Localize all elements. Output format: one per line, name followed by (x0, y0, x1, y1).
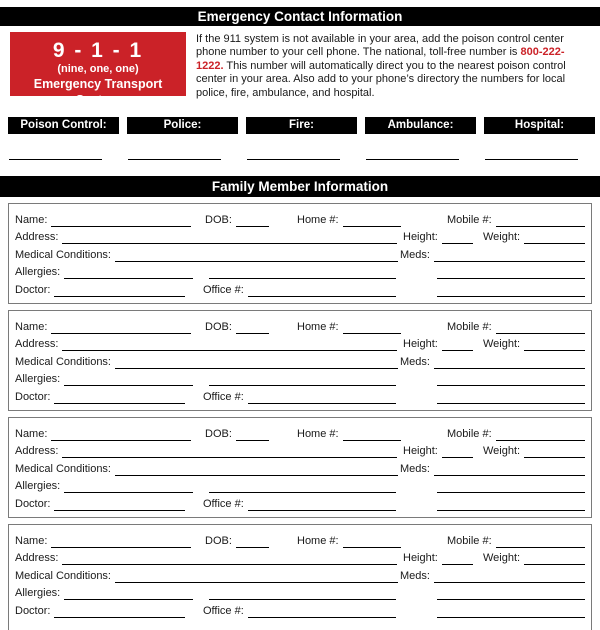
member-row-medical (15, 244, 585, 262)
member-row-address (15, 227, 585, 245)
doctor-field (15, 498, 185, 511)
member-row-medical (15, 458, 585, 476)
allergies-label: Allergies: (15, 587, 61, 600)
allergies-fill-line[interactable] (64, 266, 193, 279)
office-phone-label: Office #: (203, 498, 244, 510)
office-phone-field (203, 391, 396, 404)
address-fill-line[interactable] (62, 231, 397, 244)
height-fill-line[interactable] (442, 338, 473, 351)
home-phone-field (297, 535, 401, 548)
family-member-card-2 (8, 310, 592, 411)
office-phone-fill-line[interactable] (248, 498, 396, 511)
name-fill-line[interactable] (51, 428, 191, 441)
allergies-field (15, 587, 193, 600)
emergency-contacts-row (8, 117, 595, 160)
badge-caption: Emergency Transport System (33, 77, 163, 107)
weight-field (483, 231, 585, 244)
weight-field (483, 338, 585, 351)
home-phone-fill-line[interactable] (343, 321, 401, 334)
meds-continuation-line-2[interactable] (437, 391, 585, 404)
medical-conditions-label: Medical Conditions: (15, 569, 111, 582)
allergies-field (15, 373, 193, 386)
doctor-label: Doctor: (15, 498, 51, 510)
height-field (403, 445, 473, 458)
meds-continuation-line[interactable] (437, 266, 585, 279)
height-field (403, 231, 473, 244)
address-field (15, 445, 397, 458)
meds-label: Meds: (400, 462, 430, 475)
mobile-phone-field (447, 535, 585, 548)
weight-fill-line[interactable] (524, 338, 585, 351)
meds-field (400, 570, 585, 583)
address-label: Address: (15, 552, 59, 565)
contact-col-police (127, 117, 238, 160)
meds-fill-line[interactable] (434, 570, 585, 583)
allergies-continuation-line[interactable] (209, 373, 396, 386)
office-phone-fill-line[interactable] (248, 605, 396, 618)
meds-fill-line[interactable] (434, 463, 585, 476)
medical-conditions-label: Medical Conditions: (15, 355, 111, 368)
doctor-field (15, 391, 185, 404)
height-fill-line[interactable] (442, 552, 473, 565)
height-fill-line[interactable] (442, 445, 473, 458)
allergies-fill-line[interactable] (64, 587, 193, 600)
mobile-phone-fill-line[interactable] (496, 214, 585, 227)
home-phone-label: Home #: (297, 320, 339, 333)
medical-conditions-fill-line[interactable] (115, 356, 398, 369)
name-field (15, 321, 191, 334)
allergies-continuation-line[interactable] (209, 266, 396, 279)
member-row-address (15, 334, 585, 352)
address-fill-line[interactable] (62, 552, 397, 565)
weight-fill-line[interactable] (524, 445, 585, 458)
contact-col-ambulance (365, 117, 476, 160)
medical-conditions-fill-line[interactable] (115, 463, 398, 476)
meds-label: Meds: (400, 569, 430, 582)
dob-label: DOB: (205, 320, 232, 333)
mobile-phone-label: Mobile #: (447, 427, 492, 440)
member-row-doctor (15, 600, 585, 618)
member-row-allergies (15, 583, 585, 601)
office-phone-fill-line[interactable] (248, 391, 396, 404)
weight-field (483, 445, 585, 458)
address-field (15, 231, 397, 244)
office-phone-field (203, 605, 396, 618)
member-row-medical (15, 351, 585, 369)
meds-field (400, 249, 585, 262)
meds-field (400, 463, 585, 476)
weight-label: Weight: (483, 338, 521, 351)
allergies-field (15, 480, 193, 493)
office-phone-fill-line[interactable] (248, 284, 396, 297)
poison-control-phone-number: 800-222-1222. (196, 46, 565, 72)
member-row-doctor (15, 386, 585, 404)
family-section-title: Family Member Information (0, 176, 600, 197)
allergies-continuation-line[interactable] (209, 587, 396, 600)
weight-label: Weight: (483, 231, 521, 244)
member-row-allergies (15, 476, 585, 494)
mobile-phone-label: Mobile #: (447, 320, 492, 333)
home-phone-field (297, 321, 401, 334)
mobile-phone-fill-line[interactable] (496, 428, 585, 441)
mobile-phone-label: Mobile #: (447, 213, 492, 226)
height-label: Height: (403, 445, 438, 458)
allergies-label: Allergies: (15, 373, 61, 386)
medical-conditions-field (15, 570, 398, 583)
member-row-medical (15, 565, 585, 583)
medical-conditions-field (15, 463, 398, 476)
family-member-card-4 (8, 524, 592, 630)
dob-fill-line[interactable] (236, 535, 269, 548)
badge-number: 9 - 1 - 1 (52, 39, 144, 62)
address-fill-line[interactable] (62, 445, 397, 458)
address-field (15, 338, 397, 351)
address-label: Address: (15, 338, 59, 351)
nine-one-one-badge (10, 32, 186, 107)
member-row-name (15, 423, 585, 441)
allergies-field (15, 266, 193, 279)
home-phone-fill-line[interactable] (343, 535, 401, 548)
doctor-label: Doctor: (15, 284, 51, 296)
dob-fill-line[interactable] (236, 214, 269, 227)
member-row-allergies (15, 369, 585, 387)
home-phone-fill-line[interactable] (343, 214, 401, 227)
mobile-phone-label: Mobile #: (447, 534, 492, 547)
allergies-label: Allergies: (15, 480, 61, 493)
doctor-fill-line[interactable] (54, 391, 185, 404)
contact-col-poison-control (8, 117, 119, 160)
allergies-continuation-line[interactable] (209, 480, 396, 493)
home-phone-label: Home #: (297, 213, 339, 226)
section-911 (10, 32, 590, 107)
hospital-fill-line[interactable] (485, 134, 578, 160)
doctor-fill-line[interactable] (54, 498, 185, 511)
member-row-doctor (15, 279, 585, 297)
doctor-field (15, 605, 185, 618)
member-row-address (15, 548, 585, 566)
office-phone-field (203, 284, 396, 297)
name-field (15, 214, 191, 227)
member-row-name (15, 530, 585, 548)
contact-col-hospital (484, 117, 595, 160)
medical-conditions-field (15, 356, 398, 369)
medical-conditions-label: Medical Conditions: (15, 248, 111, 261)
height-field (403, 338, 473, 351)
office-phone-field (203, 498, 396, 511)
mobile-phone-fill-line[interactable] (496, 535, 585, 548)
fire-fill-line[interactable] (247, 134, 340, 160)
mobile-phone-field (447, 428, 585, 441)
name-field (15, 428, 191, 441)
name-fill-line[interactable] (51, 214, 191, 227)
weight-label: Weight: (483, 552, 521, 565)
height-label: Height: (403, 552, 438, 565)
dob-fill-line[interactable] (236, 428, 269, 441)
badge-pronunciation: (nine, one, one) (57, 63, 139, 75)
poison-control-instructions (196, 32, 590, 100)
address-label: Address: (15, 445, 59, 458)
home-phone-label: Home #: (297, 534, 339, 547)
contact-label-police: Police: (127, 117, 238, 134)
name-fill-line[interactable] (51, 321, 191, 334)
address-fill-line[interactable] (62, 338, 397, 351)
name-label: Name: (15, 320, 48, 333)
family-member-card-1 (8, 203, 592, 304)
height-label: Height: (403, 338, 438, 351)
meds-field (400, 356, 585, 369)
doctor-fill-line[interactable] (54, 605, 185, 618)
height-field (403, 552, 473, 565)
allergies-fill-line[interactable] (64, 373, 193, 386)
dob-label: DOB: (205, 213, 232, 226)
name-field (15, 535, 191, 548)
member-row-name (15, 209, 585, 227)
doctor-label: Doctor: (15, 605, 51, 617)
mobile-phone-field (447, 321, 585, 334)
doctor-label: Doctor: (15, 391, 51, 403)
weight-field (483, 552, 585, 565)
mobile-phone-field (447, 214, 585, 227)
meds-fill-line[interactable] (434, 356, 585, 369)
office-phone-label: Office #: (203, 284, 244, 296)
office-phone-label: Office #: (203, 391, 244, 403)
member-row-doctor (15, 493, 585, 511)
address-label: Address: (15, 231, 59, 244)
dob-field (205, 535, 269, 548)
weight-label: Weight: (483, 445, 521, 458)
poison-control-fill-line[interactable] (9, 134, 102, 160)
height-label: Height: (403, 231, 438, 244)
meds-label: Meds: (400, 355, 430, 368)
doctor-fill-line[interactable] (54, 284, 185, 297)
weight-fill-line[interactable] (524, 552, 585, 565)
meds-label: Meds: (400, 248, 430, 261)
name-label: Name: (15, 534, 48, 547)
dob-fill-line[interactable] (236, 321, 269, 334)
contact-label-fire: Fire: (246, 117, 357, 134)
name-label: Name: (15, 427, 48, 440)
meds-continuation-line-2[interactable] (437, 284, 585, 297)
home-phone-fill-line[interactable] (343, 428, 401, 441)
instructions-text-before: If the 911 system is not available in your area, add the poison control center phone number to your cell phone. The national, toll-free number is (196, 33, 564, 59)
dob-label: DOB: (205, 534, 232, 547)
member-row-address (15, 441, 585, 459)
dob-label: DOB: (205, 427, 232, 440)
meds-fill-line[interactable] (434, 249, 585, 262)
family-member-card-3 (8, 417, 592, 518)
medical-conditions-field (15, 249, 398, 262)
home-phone-field (297, 214, 401, 227)
medical-conditions-fill-line[interactable] (115, 570, 398, 583)
meds-continuation-line[interactable] (437, 480, 585, 493)
dob-field (205, 428, 269, 441)
page-title: Emergency Contact Information (0, 7, 600, 26)
ambulance-fill-line[interactable] (366, 134, 459, 160)
member-row-name (15, 316, 585, 334)
contact-label-poison-control: Poison Control: (8, 117, 119, 134)
member-row-allergies (15, 262, 585, 280)
meds-continuation-line-2[interactable] (437, 498, 585, 511)
family-members-list (0, 203, 600, 630)
instructions-text-after: This number will automatically direct you to the nearest poison control center in your area. Also add to your phone’s directory the numbers for local police, fire, ambulance, and hospital. (196, 59, 566, 99)
medical-conditions-label: Medical Conditions: (15, 462, 111, 475)
police-fill-line[interactable] (128, 134, 221, 160)
mobile-phone-fill-line[interactable] (496, 321, 585, 334)
contact-label-ambulance: Ambulance: (365, 117, 476, 134)
address-field (15, 552, 397, 565)
height-fill-line[interactable] (442, 231, 473, 244)
doctor-field (15, 284, 185, 297)
name-label: Name: (15, 213, 48, 226)
weight-fill-line[interactable] (524, 231, 585, 244)
contact-label-hospital: Hospital: (484, 117, 595, 134)
meds-continuation-line[interactable] (437, 373, 585, 386)
medical-conditions-fill-line[interactable] (115, 249, 398, 262)
name-fill-line[interactable] (51, 535, 191, 548)
dob-field (205, 214, 269, 227)
contact-col-fire (246, 117, 357, 160)
allergies-label: Allergies: (15, 266, 61, 279)
allergies-fill-line[interactable] (64, 480, 193, 493)
dob-field (205, 321, 269, 334)
office-phone-label: Office #: (203, 605, 244, 617)
home-phone-label: Home #: (297, 427, 339, 440)
meds-continuation-line-2[interactable] (437, 605, 585, 618)
meds-continuation-line[interactable] (437, 587, 585, 600)
emergency-form-page (0, 7, 600, 630)
home-phone-field (297, 428, 401, 441)
